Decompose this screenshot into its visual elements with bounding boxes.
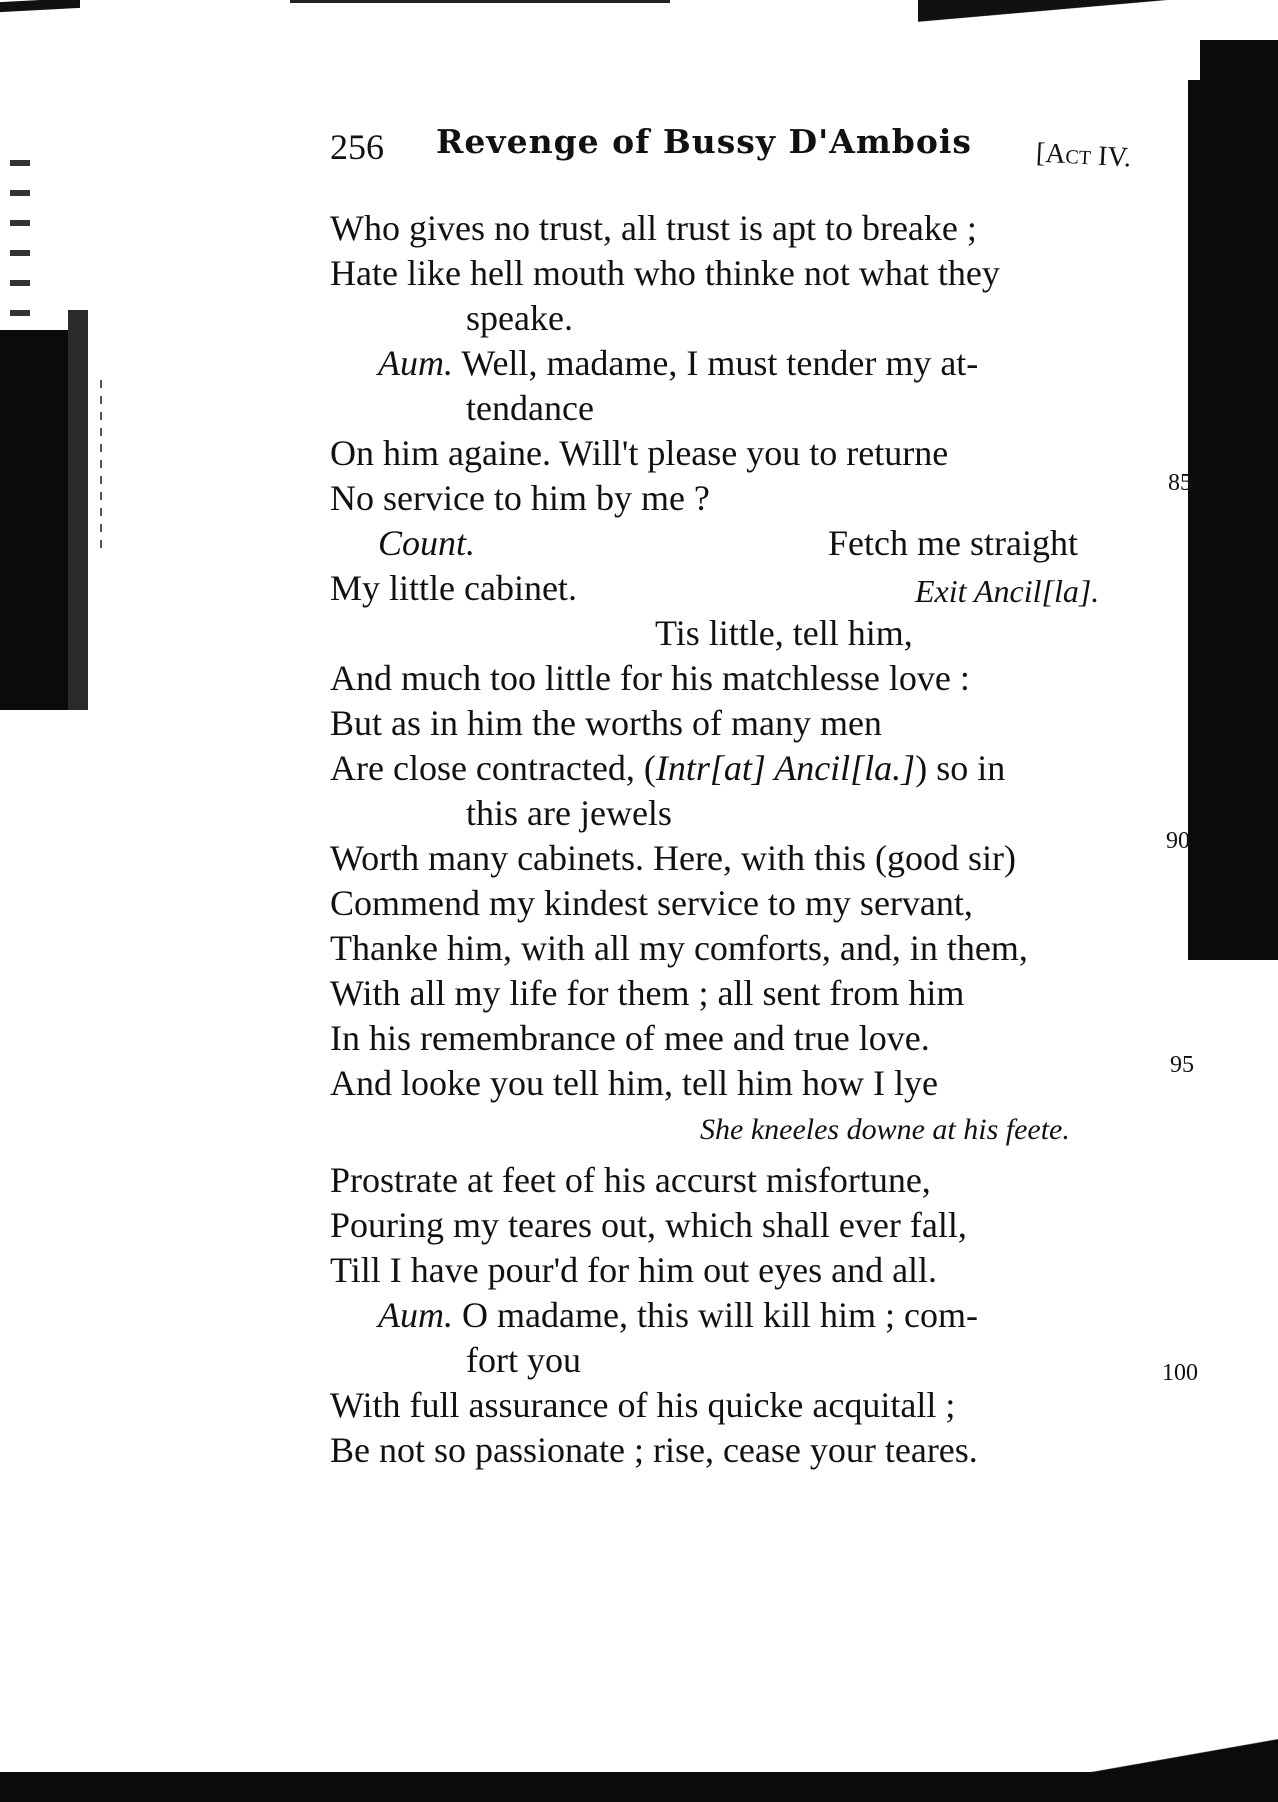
scan-artifact-left-marks [10,160,30,330]
verse-line: Be not so passionate ; rise, cease your teares. [330,1430,978,1470]
act-label: [Act IV. [1035,137,1132,174]
verse-line: And looke you tell him, tell him how I lye [330,1063,938,1103]
verse-line: Hate like hell mouth who thinke not what they [330,253,1000,293]
speech-line [378,345,978,381]
verse-line: Commend my kindest service to my servant, [330,883,973,923]
speaker-name: Aum. [378,343,453,383]
stage-direction: Intr[at] Ancil[la.] [655,748,916,788]
verse-line: Fetch me straight [828,523,1078,563]
verse-line: But as in him the worths of many men [330,703,882,743]
stage-direction: She kneeles downe at his feete. [700,1113,1070,1146]
line-number: 95 [1170,1052,1194,1078]
verse-line: In his remembrance of mee and true love. [330,1018,930,1058]
scan-artifact-bottom-edge [0,1772,1278,1802]
verse-text: ) so in [915,748,1006,788]
speaker-name: Aum. [378,1295,453,1335]
verse-line: Pouring my teares out, which shall ever fall, [330,1205,967,1245]
verse-line: On him againe. Will't please you to returne [330,433,949,473]
verse-line: Tis little, tell him, [655,613,913,653]
line-number: 85 [1168,470,1192,496]
speaker-name [378,525,475,561]
page-title: Revenge of Bussy D'Ambois [436,122,972,161]
page-number: 256 [330,127,384,167]
scan-artifact-left-edge-shade [68,310,88,710]
scan-artifact-top-left [0,0,80,12]
verse-text: Are close contracted, ( [330,748,656,788]
verse-line: No service to him by me ? [330,478,710,518]
stage-direction: Exit Ancil[la]. [915,573,1100,609]
verse-line [330,750,1005,786]
verse-line: With full assurance of his quicke acquitall ; [330,1385,956,1425]
speech-line [378,1297,978,1333]
verse-line: Worth many cabinets. Here, with this (good sir) [330,838,1016,878]
verse-line: Who gives no trust, all trust is apt to breake ; [330,208,977,248]
verse-line: My little cabinet. [330,568,577,608]
running-header [330,122,1160,172]
speech-text: O madame, this will kill him ; com- [462,1295,978,1335]
speech-text: Well, madame, I must tender my at- [461,343,979,383]
speaker-name-count: Count. [378,523,476,563]
verse-line: Till I have pour'd for him out eyes and all. [330,1250,938,1290]
verse-line: With all my life for them ; all sent from him [330,973,965,1013]
line-number: 90 [1166,828,1190,854]
scan-artifact-top-right [918,0,1278,40]
verse-line: tendance [466,388,594,428]
verse-line: And much too little for his matchlesse love : [330,658,970,698]
scan-artifact-left-line [100,380,102,550]
verse-line: Thanke him, with all my comforts, and, in them, [330,928,1028,968]
verse-line: this are jewels [466,793,672,833]
verse-line: speake. [466,298,573,338]
line-number: 100 [1162,1360,1198,1386]
scan-artifact-top-line [290,0,670,3]
scan-artifact-right-edge [1188,80,1278,960]
verse-line: Prostrate at feet of his accurst misfortune, [330,1160,931,1200]
verse-line: fort you [466,1340,581,1380]
scan-artifact-left-edge [0,330,68,710]
